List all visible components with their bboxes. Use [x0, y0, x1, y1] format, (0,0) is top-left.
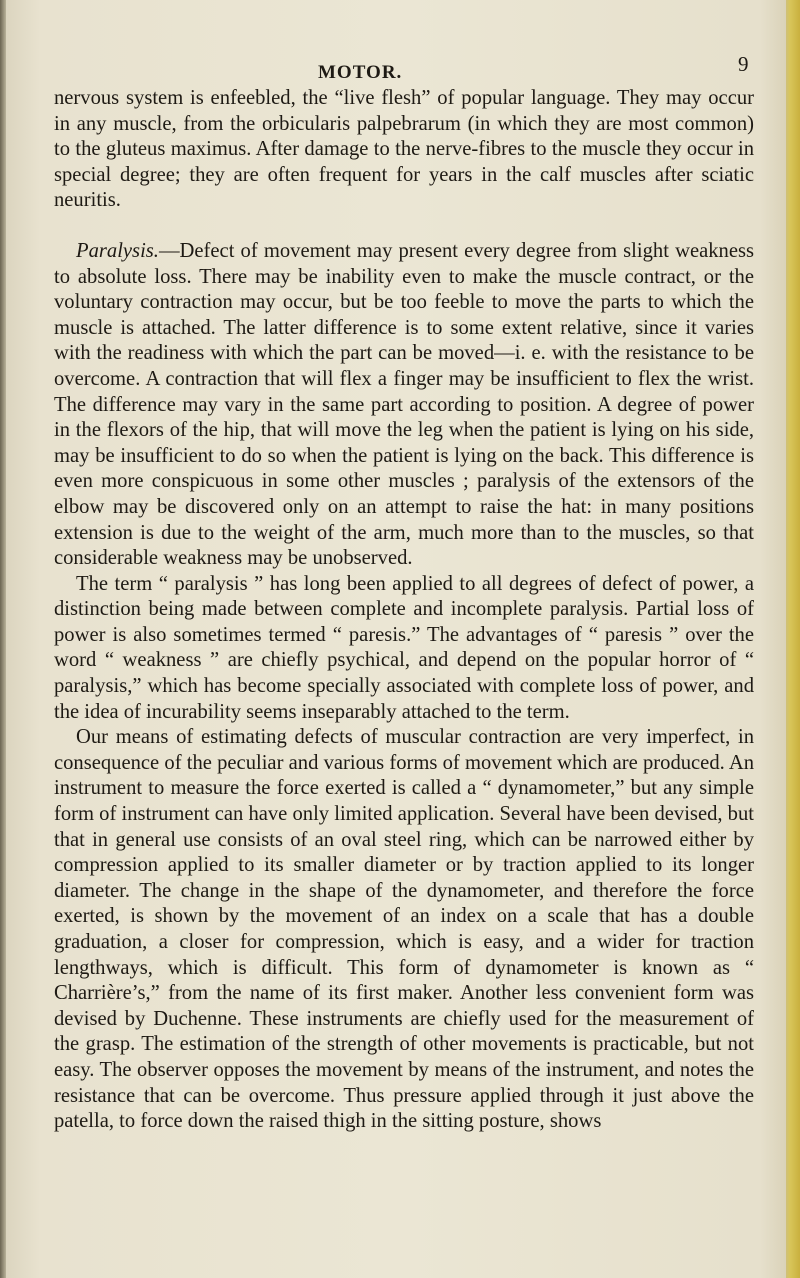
paragraph-2-lead: Paralysis. [76, 239, 159, 262]
body-text [54, 86, 754, 1135]
page-binding-shadow [0, 0, 6, 1278]
paragraph-1: nervous system is enfeebled, the “live flesh” of popular language. They may occur in any muscle, from the orbicularis palpebrarum (in which they are most common) to the gluteus maximus. After damage to the nerve-fibres to the muscle they occur in special degree; they are often frequent for years in the calf muscles after sciatic neuritis. [54, 87, 754, 212]
paragraph-2-text: —Defect of movement may present every degree from slight weakness to absolute loss. There may be inability even to make the muscle contract, or the voluntary contraction may occur, but be too feeble to move the parts to which the muscle is attached. The latter difference is to some extent relative, since it varies with the readiness with which the part can be moved—i. e. with the resistance to be overcome. A contraction that will flex a finger may be insufficient to flex the wrist. The difference may vary in the same part according to position. A degree of power in the flexors of the hip, that will move the leg when the patient is lying on his side, may be insufficient to do so when the patient is lying on the back. This difference is even more conspicuous in some other muscles ; paralysis of the extensors of the elbow may be discovered only on an attempt to raise the hat: in many positions extension is due to the weight of the arm, much more than to the muscles, so that considerable weakness may be unobserved. [54, 239, 754, 570]
gilt-page-edge [786, 0, 800, 1278]
running-head: MOTOR. [318, 62, 403, 83]
paragraph-4: Our means of estimating defects of muscular contraction are very imperfect, in consequence of the peculiar and various forms of movement which are produced. An instrument to measure the force exerted is called a “ dynamometer,” but any simple form of instrument can have only limited application. Several have been devised, but that in general use consists of an oval steel ring, which can be narrowed either by compression applied to its smaller diameter or by traction applied to its longer diameter. The change in the shape of the dynamometer, and therefore the force exerted, is shown by the movement of an index on a scale that has a double graduation, a closer for compression, which is easy, and a wider for traction lengthways, which is difficult. This form of dynamometer is known as “ Charrière’s,” from the name of its first maker. Another less convenient form was devised by Duchenne. These instruments are chiefly used for the measurement of the grasp. The estimation of the strength of other movements is practicable, but not easy. The observer opposes the movement by means of the instrument, and notes the resistance that can be overcome. Thus pressure applied through it just above the patella, to force down the raised thigh in the sitting posture, shows [54, 726, 754, 1133]
paragraph-2 [54, 239, 754, 572]
page-header [0, 52, 760, 82]
page-number: 9 [738, 52, 749, 76]
paragraph-3: The term “ paralysis ” has long been applied to all degrees of defect of power, a distinction being made between complete and incomplete paralysis. Partial loss of power is also sometimes termed “ paresis.” The advantages of “ paresis ” over the word “ weakness ” are chiefly psychical, and depend on the popular horror of “ paralysis,” which has become specially associated with complete loss of power, and the idea of incurability seems inseparably attached to the term. [54, 572, 754, 723]
